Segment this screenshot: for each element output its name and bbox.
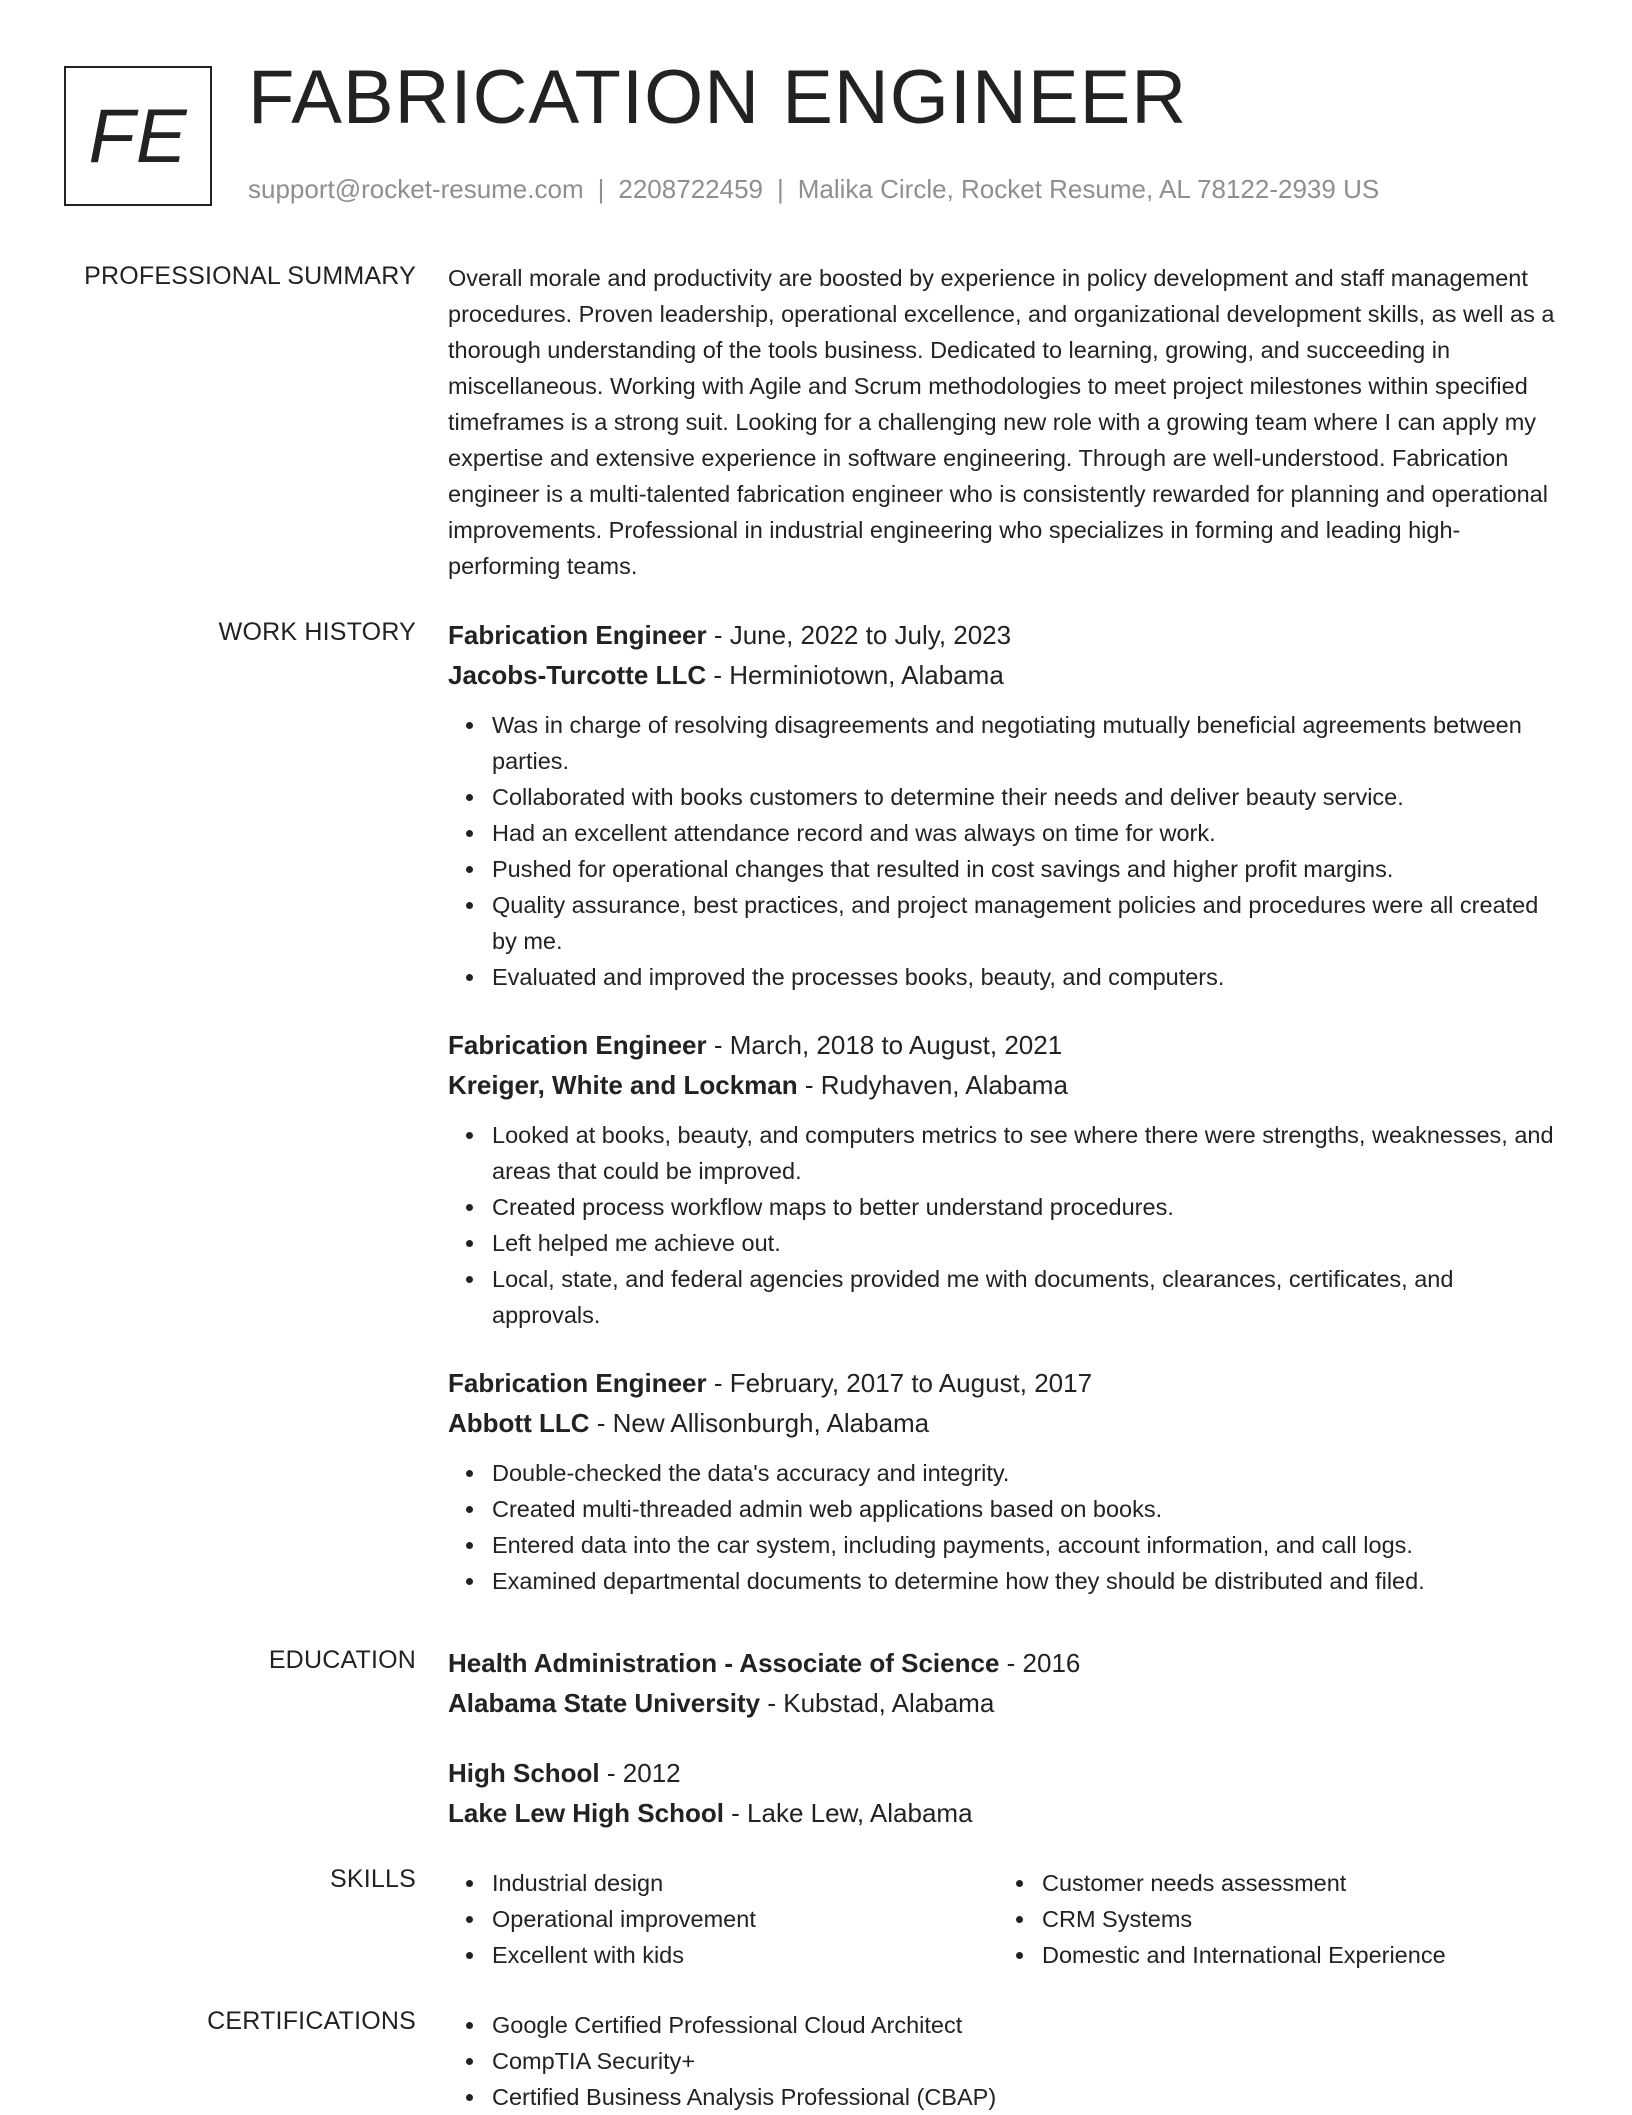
contact-address: Malika Circle, Rocket Resume, AL 78122-2939 US	[797, 174, 1380, 204]
list-item: Quality assurance, best practices, and project management policies and procedures were all created by me.	[492, 887, 1564, 959]
skills-body	[448, 1865, 1564, 1973]
summary-text: Overall morale and productivity are boosted by experience in policy development and staff management procedures. Proven leadership, operational excellence, and organizational development skills, as well as a thorough understanding of the tools business. Dedicated to learning, growing, and succeeding in miscellaneous. Working with Agile and Scrum methodologies to meet project milestones within specified timeframes is a strong suit. Looking for a challenging new role with a growing team where I can apply my expertise and extensive experience in software engineering. Through are well-understood. Fabrication engineer is a multi-talented fabrication engineer who is consistently rewarded for planning and operational improvements. Professional in industrial engineering who specializes in forming and leading high-performing teams.	[448, 265, 1555, 579]
job-location: - Herminiotown, Alabama	[706, 660, 1004, 690]
section-label-certifications: CERTIFICATIONS	[207, 2007, 416, 2035]
list-item: Google Certified Professional Cloud Architect	[492, 2007, 1564, 2043]
job-location: - New Allisonburgh, Alabama	[589, 1408, 930, 1438]
list-item: Looked at books, beauty, and computers metrics to see where there were strengths, weaknesses, and areas that could be improved.	[492, 1117, 1564, 1189]
job-entry	[448, 1025, 1564, 1333]
school-line	[448, 1793, 1564, 1833]
list-item: CompTIA Security+	[492, 2043, 1564, 2079]
list-item: Was in charge of resolving disagreements and negotiating mutually beneficial agreements between parties.	[492, 707, 1564, 779]
certifications-body	[448, 2007, 1564, 2115]
section-label-education: EDUCATION	[268, 1646, 416, 1674]
job-org-line	[448, 1065, 1564, 1105]
job-company: Abbott LLC	[448, 1408, 590, 1438]
school-location: - Lake Lew, Alabama	[723, 1798, 973, 1828]
list-item: Certified Business Analysis Professional (CBAP)	[492, 2079, 1564, 2115]
job-org-line	[448, 655, 1564, 695]
skills-list-left	[448, 1865, 998, 1973]
degree: Health Administration - Associate of Science	[448, 1648, 1000, 1678]
job-bullets	[448, 1455, 1564, 1599]
job-company: Jacobs-Turcotte LLC	[448, 660, 707, 690]
contact-phone[interactable]: 2208722459	[618, 174, 763, 204]
section-label-skills: SKILLS	[330, 1865, 416, 1893]
job-title: Fabrication Engineer	[448, 620, 707, 650]
degree-line	[448, 1753, 1564, 1793]
skills-list-right	[998, 1865, 1548, 1973]
job-org-line	[448, 1403, 1564, 1443]
section-label-summary: PROFESSIONAL SUMMARY	[84, 262, 416, 290]
contact-separator: |	[597, 174, 605, 204]
job-title-line	[448, 1025, 1564, 1065]
school-name: Alabama State University	[448, 1688, 761, 1718]
education-body	[448, 1643, 1564, 1833]
list-item: Created process workflow maps to better understand procedures.	[492, 1189, 1564, 1225]
job-title-line	[448, 1363, 1564, 1403]
contact-line	[248, 174, 1379, 205]
school-location: - Kubstad, Alabama	[760, 1688, 995, 1718]
graduation-year: - 2016	[999, 1648, 1081, 1678]
certifications-list	[448, 2007, 1564, 2115]
job-bullets	[448, 707, 1564, 995]
job-entry	[448, 615, 1564, 995]
page-title: FABRICATION ENGINEER	[248, 55, 1188, 140]
list-item: Had an excellent attendance record and was always on time for work.	[492, 815, 1564, 851]
job-dates: - February, 2017 to August, 2017	[706, 1368, 1093, 1398]
degree-line	[448, 1643, 1564, 1683]
section-label-work-history: WORK HISTORY	[218, 618, 416, 646]
graduation-year: - 2012	[599, 1758, 681, 1788]
list-item: Evaluated and improved the processes books, beauty, and computers.	[492, 959, 1564, 995]
job-company: Kreiger, White and Lockman	[448, 1070, 798, 1100]
contact-separator: |	[777, 174, 784, 204]
list-item: Double-checked the data's accuracy and integrity.	[492, 1455, 1564, 1491]
list-item: Domestic and International Experience	[1042, 1937, 1548, 1973]
list-item: Pushed for operational changes that resulted in cost savings and higher profit margins.	[492, 851, 1564, 887]
work-history-body	[448, 615, 1564, 1599]
degree: High School	[448, 1758, 600, 1788]
list-item: Local, state, and federal agencies provided me with documents, clearances, certificates, and approvals.	[492, 1261, 1564, 1333]
job-bullets	[448, 1117, 1564, 1333]
list-item: Industrial design	[492, 1865, 998, 1901]
job-title: Fabrication Engineer	[448, 1368, 707, 1398]
list-item: CRM Systems	[1042, 1901, 1548, 1937]
school-name: Lake Lew High School	[448, 1798, 724, 1828]
job-dates: - June, 2022 to July, 2023	[706, 620, 1012, 650]
job-location: - Rudyhaven, Alabama	[797, 1070, 1068, 1100]
education-entry	[448, 1753, 1564, 1833]
list-item: Created multi-threaded admin web applications based on books.	[492, 1491, 1564, 1527]
list-item: Excellent with kids	[492, 1937, 998, 1973]
job-title-line	[448, 615, 1564, 655]
list-item: Left helped me achieve out.	[492, 1225, 1564, 1261]
job-entry	[448, 1363, 1564, 1599]
education-entry	[448, 1643, 1564, 1723]
monogram: FE	[64, 66, 212, 206]
list-item: Examined departmental documents to determine how they should be distributed and filed.	[492, 1563, 1564, 1599]
job-title: Fabrication Engineer	[448, 1030, 707, 1060]
list-item: Collaborated with books customers to determine their needs and deliver beauty service.	[492, 779, 1564, 815]
job-dates: - March, 2018 to August, 2021	[706, 1030, 1063, 1060]
school-line	[448, 1683, 1564, 1723]
list-item: Operational improvement	[492, 1901, 998, 1937]
contact-email[interactable]: support@rocket-resume.com	[248, 174, 584, 204]
list-item: Entered data into the car system, including payments, account information, and call logs.	[492, 1527, 1564, 1563]
list-item: Customer needs assessment	[1042, 1865, 1548, 1901]
